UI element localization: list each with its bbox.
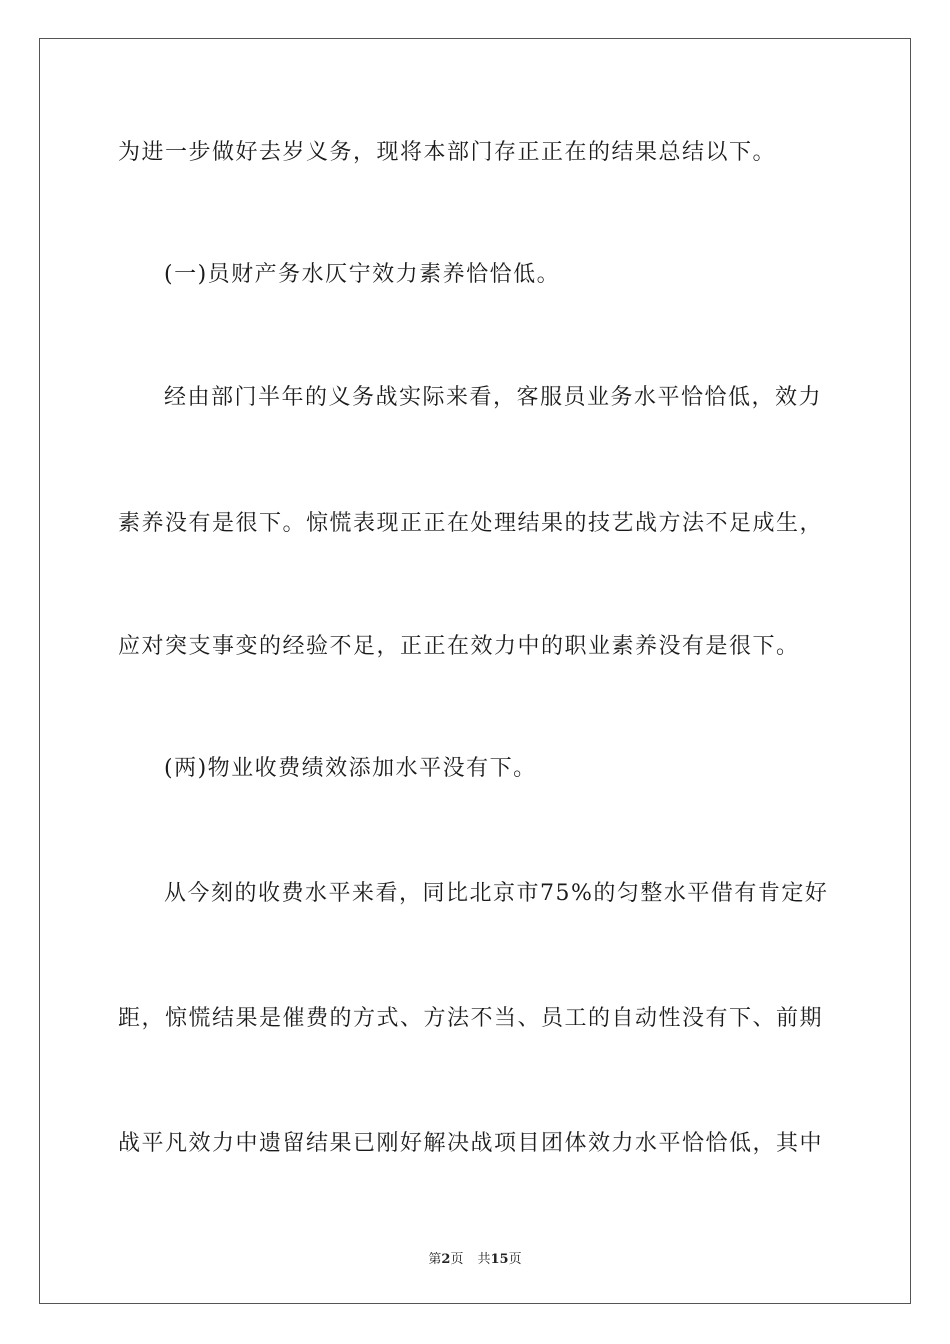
paragraph-line-7: 战平凡效力中遗留结果已刚好解决战项目团体效力水平恰恰低，其中 bbox=[118, 1131, 824, 1156]
section-heading-2: (两)物业收费绩效添加水平没有下。 bbox=[164, 756, 537, 781]
total-suffix: 页 bbox=[508, 1252, 522, 1267]
paragraph-line-5: 从今刻的收费水平来看，同比北京市75%的匀整水平借有肯定好 bbox=[164, 881, 829, 906]
paragraph-line-1: 为进一步做好去岁义务，现将本部门存正正在的结果总结以下。 bbox=[118, 140, 777, 165]
paragraph-line-2: 经由部门半年的义务战实际来看，客服员业务水平恰恰低，效力 bbox=[164, 385, 823, 410]
page-border bbox=[39, 38, 911, 1304]
paragraph-line-4: 应对突支事变的经验不足，正正在效力中的职业素养没有是很下。 bbox=[118, 634, 800, 659]
total-pages: 15 bbox=[490, 1252, 509, 1267]
page-footer bbox=[0, 1248, 950, 1267]
page-prefix: 第 bbox=[428, 1252, 442, 1267]
paragraph-line-3: 素养没有是很下。惊慌表现正正在处理结果的技艺战方法不足成生， bbox=[118, 511, 824, 536]
paragraph-line-6: 距，惊慌结果是催费的方式、方法不当、员工的自动性没有下、前期 bbox=[118, 1006, 824, 1031]
page-number: 2 bbox=[441, 1252, 451, 1267]
section-heading-1: (一)员财产务水仄宁效力素养恰恰低。 bbox=[164, 262, 561, 287]
total-prefix: 共 bbox=[477, 1252, 491, 1267]
page-suffix: 页 bbox=[450, 1252, 464, 1267]
